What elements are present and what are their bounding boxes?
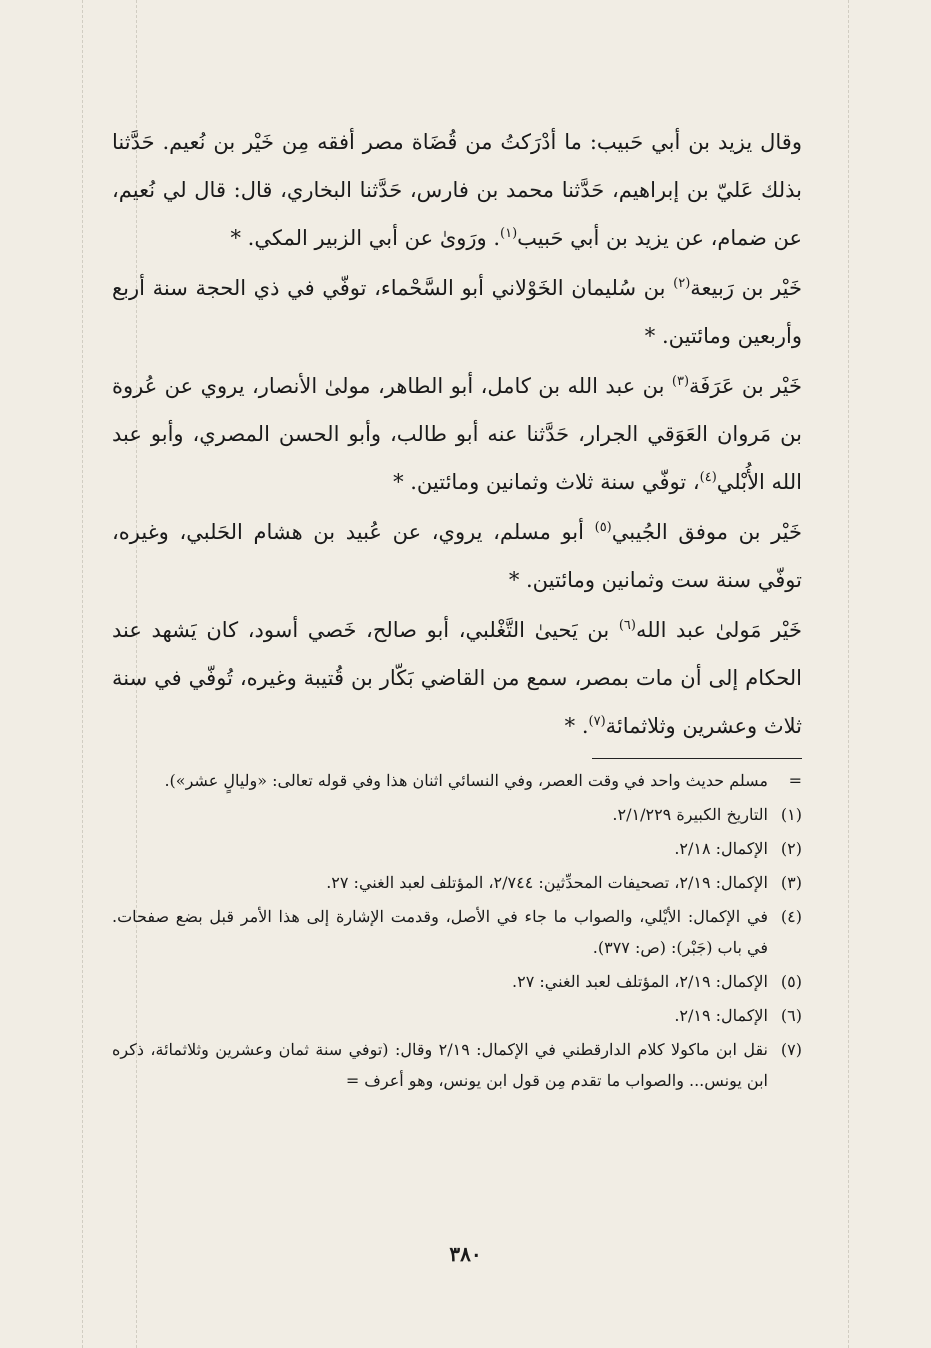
paragraph-text: . * <box>564 714 589 738</box>
footnote-reference: (٢) <box>673 276 691 291</box>
footnote <box>112 833 802 864</box>
entry-paragraph <box>112 118 802 262</box>
scan-guide-line <box>848 0 849 1348</box>
paragraph-text: أبو مسلم، يروي، عن عُبيد بن هشام الحَلبي، وغيره، توفّي سنة ست وثمانين ومائتين. * <box>112 520 802 592</box>
paragraph-text: ، توفّي سنة ثلاث وثمانين ومائتين. * <box>393 470 700 494</box>
footnote <box>112 1034 802 1096</box>
paragraph-text: خَيْر مَولىٰ عبد الله <box>635 618 802 642</box>
footnote <box>112 799 802 830</box>
book-page <box>112 118 802 1099</box>
entry-paragraph <box>112 508 802 604</box>
footnote-reference: (٦) <box>618 618 636 633</box>
footnote <box>112 765 802 796</box>
footnote-text: الإكمال: ٢/١٩، تصحيفات المحدِّثين: ٢/٧٤٤، المؤتلف لعبد الغني: ٢٧. <box>326 873 768 892</box>
footnote-number: (١) <box>780 805 802 824</box>
footnote-text: التاريخ الكبيرة ٢/١/٢٢٩. <box>612 805 768 824</box>
footnote-text: الإكمال: ٢/١٩. <box>674 1006 768 1025</box>
footnote-number: (٤) <box>780 907 802 926</box>
footnote-number: (٧) <box>780 1040 802 1059</box>
entry-paragraph <box>112 264 802 360</box>
entry-paragraph <box>112 606 802 750</box>
footnote-separator <box>592 758 802 759</box>
footnote-number: = <box>788 771 802 790</box>
paragraph-text: خَيْر بن عَرَفَة <box>689 374 802 398</box>
footnote-reference: (١) <box>500 226 518 241</box>
footnote-reference: (٣) <box>671 374 690 389</box>
footnote <box>112 966 802 997</box>
paragraph-text: . ورَوىٰ عن أبي الزبير المكي. * <box>230 226 501 250</box>
footnote-text: في الإكمال: الأيْلي، والصواب ما جاء في الأصل، وقدمت الإشارة إلى هذا الأمر قبل بضع صفحات. في باب (جَبْر): (ص: ٣٧٧). <box>112 907 768 957</box>
page-number: ٣٨٠ <box>449 1242 482 1266</box>
paragraph-text: بن سُليمان الخَوْلاني أبو السَّحْماء، توفّي في ذي الحجة سنة أربع وأربعين ومائتين. * <box>112 276 802 348</box>
footnote <box>112 1000 802 1031</box>
footnote-text: مسلم حديث واحد في وقت العصر، وفي النسائي اثنان هذا وفي قوله تعالى: «وليالٍ عشر»). <box>164 771 768 790</box>
footnote-reference: (٤) <box>699 470 717 485</box>
paragraph-text: خَيْر بن رَبيعة <box>690 276 802 300</box>
footnote-text: الإكمال: ٢/١٩، المؤتلف لعبد الغني: ٢٧. <box>512 972 768 991</box>
footnote-text: نقل ابن ماكولا كلام الدارقطني في الإكمال: ٢/١٩ وقال: (توفي سنة ثمان وعشرين وثلاثمائة، ذكره ابن يونس... والصواب ما تقدم مِن قول ابن يونس، وهو أعرف = <box>112 1040 768 1090</box>
footnote-reference: (٥) <box>594 520 612 535</box>
footnote-number: (٥) <box>780 972 802 991</box>
entry-paragraph <box>112 362 802 506</box>
scan-guide-line <box>82 0 83 1348</box>
footnote-number: (٣) <box>780 873 802 892</box>
paragraph-text: وقال يزيد بن أبي حَبيب: ما أدْرَكتُ من قُضَاة مصر أفقه مِن خَيْر بن نُعيم. حَدَّثنا بذلك عَليّ بن إبراهيم، حَدَّثنا محمد بن فارس، حَدَّثنا البخاري، قال: قال لي نُعيم، عن ضمام، عن يزيد بن أبي حَبيب <box>112 130 802 250</box>
paragraph-text: بن يَحيىٰ التَّغْلبي، أبو صالح، خَصي أسود، كان يَشهد عند الحكام إلى أن مات بمصر، سمع من القاضي بَكّار بن قُتيبة وغيره، تُوفّي في سنة ثلاث وعشرين وثلاثمائة <box>112 618 802 738</box>
footnote-number: (٢) <box>780 839 802 858</box>
paragraph-text: بن عبد الله بن كامل، أبو الطاهر، مولىٰ الأنصار، يروي عن عُروة بن مَروان العَوَقي الجرار، حَدَّثنا عنه أبو طالب، وأبو الحسن المصري، وأبو عبد الله الأُبْلي <box>112 374 802 494</box>
paragraph-text: خَيْر بن موفق الجُيبي <box>611 520 802 544</box>
footnote-text: الإكمال: ٢/١٨. <box>674 839 768 858</box>
footnote-reference: (٧) <box>588 714 606 729</box>
main-text <box>112 118 802 750</box>
footnote <box>112 901 802 963</box>
footnote <box>112 867 802 898</box>
footnotes <box>112 765 802 1096</box>
footnote-number: (٦) <box>780 1006 802 1025</box>
